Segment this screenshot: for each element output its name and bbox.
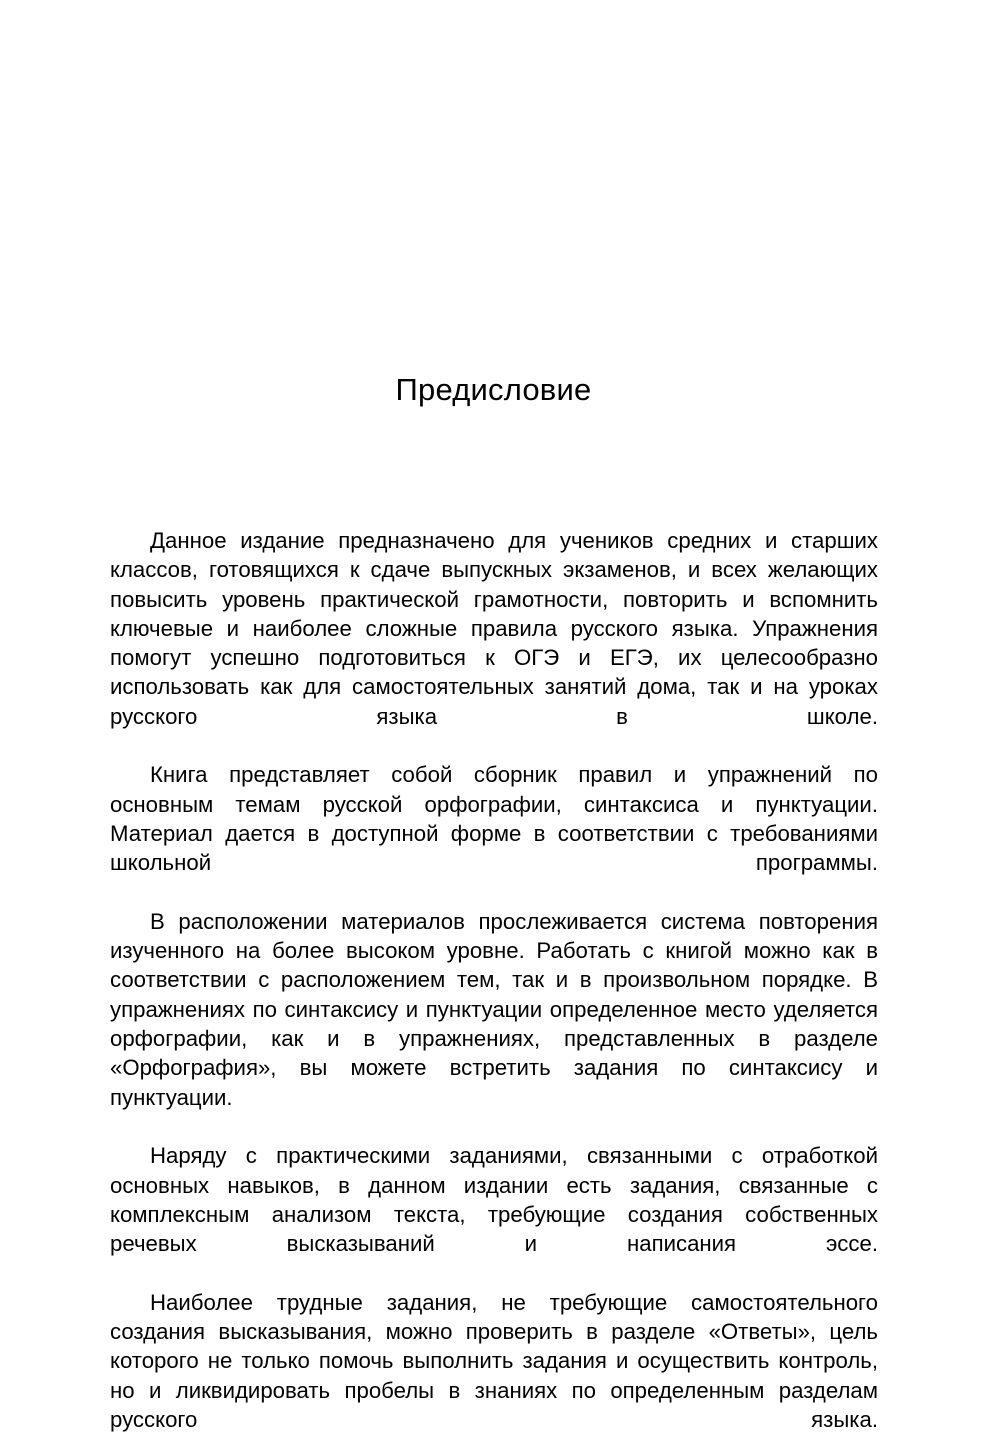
- body-paragraph: Наряду с практическими заданиями, связанными с отработкой основных навыков, в данном издании есть задания, связанные с комплексным анализом текста, требующие создания собственных речевых высказываний и написания эссе.: [110, 1143, 878, 1257]
- body-paragraph: Книга представляет собой сборник правил и упражнений по основным темам русской орфографии, синтаксиса и пунктуации. Материал дается в доступной форме в соответствии с требованиями школьной программы.: [110, 762, 878, 876]
- body-text-column: [110, 526, 878, 1447]
- body-paragraph: Данное издание предназначено для учеников средних и старших классов, готовящихся к сдаче выпускных экзаменов, и всех желающих повысить уровень практической грамотности, повторить и вспомнить ключевые и наиболее сложные правила русского языка. Упражнения помогут успешно подготовиться к ОГЭ и ЕГЭ, их целесообразно использовать как для самостоятельных занятий дома, так и на уроках русского языка в школе.: [110, 528, 878, 729]
- page-title: Предисловие: [395, 372, 592, 407]
- body-paragraph: В расположении материалов прослеживается система повторения изученного на более высоком уровне. Работать с книгой можно как в соответствии с расположением тем, так и в произвольном порядке. В упражнениях по синтаксису и пунктуации определенное место уделяется орфографии, как и в упражнениях, представленных в разделе «Орфография», вы можете встретить задания по синтаксису и пунктуации.: [110, 908, 878, 1110]
- body-paragraph: Наиболее трудные задания, не требующие самостоятельного создания высказывания, можно проверить в разделе «Ответы», цель которого не только помочь выполнить задания и осуществить контроль, но и ликвидировать пробелы в знаниях по определенным разделам русского языка.: [110, 1289, 878, 1432]
